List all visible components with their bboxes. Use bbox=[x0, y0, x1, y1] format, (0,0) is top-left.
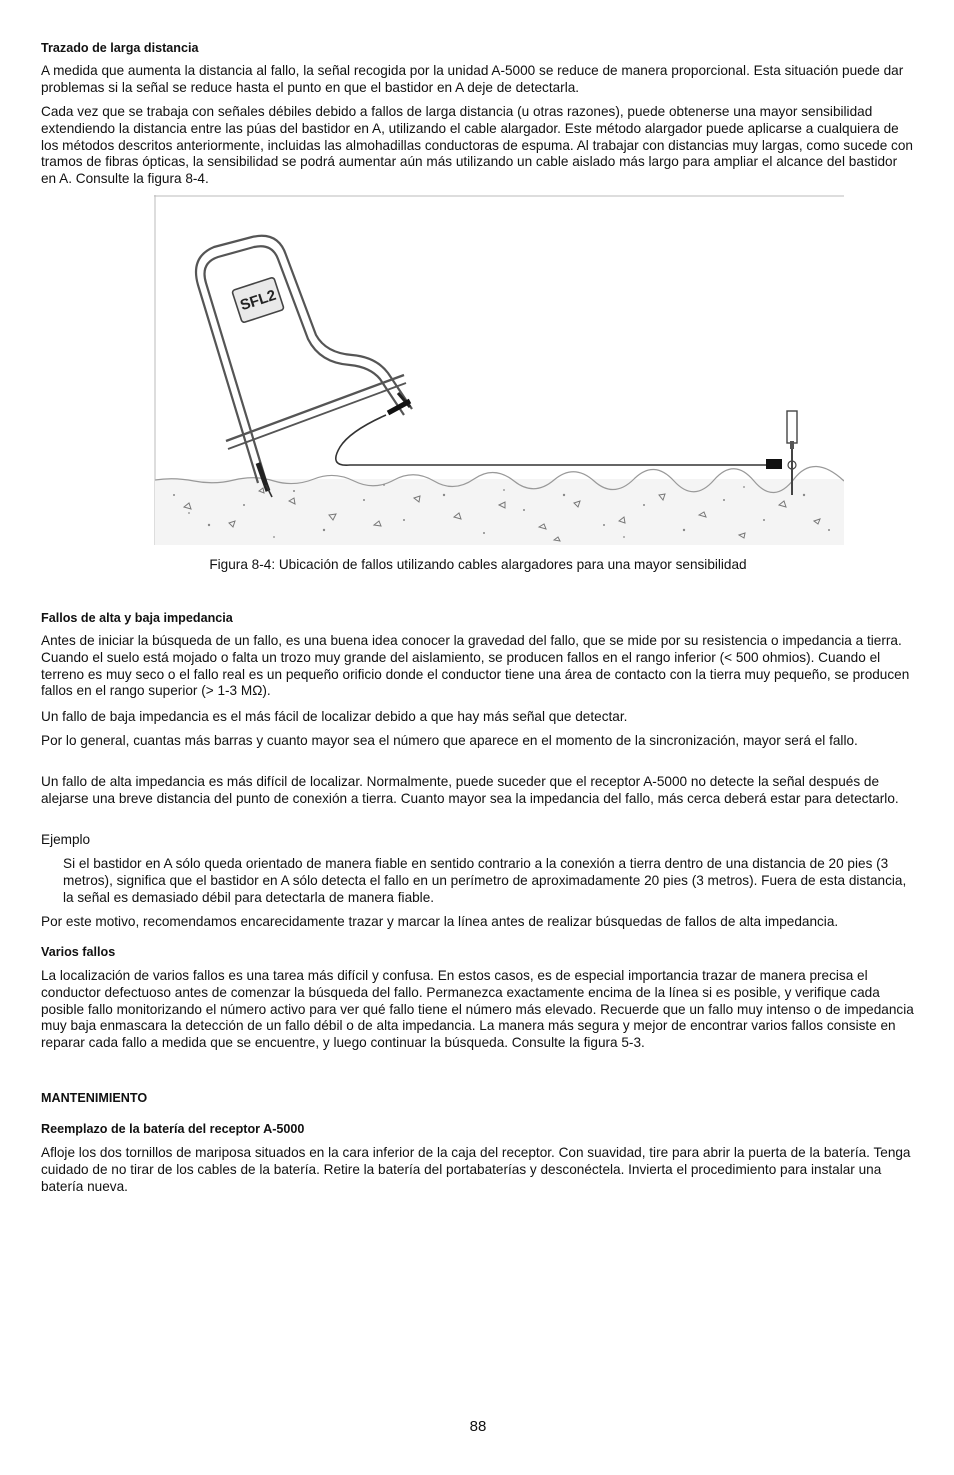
heading-maintenance: MANTENIMIENTO bbox=[41, 1091, 148, 1105]
paragraph-impedance-2: Un fallo de baja impedancia es el más fácil de localizar debido a que hay más señal que detectar. bbox=[41, 709, 628, 724]
example-label: Ejemplo bbox=[41, 832, 91, 847]
paragraph-impedance-5: Por este motivo, recomendamos encarecidamente trazar y marcar la línea antes de realizar búsquedas de fallos de alta impedancia. bbox=[41, 914, 839, 929]
paragraph-long-distance-2: Cada vez que se trabaja con señales débiles debido a fallos de larga distancia (u otras razones), puede obtenerse una mayor sensibilidad extendiendo la distancia entre las púas del bastidor en A, utilizando el cable alargador. Este método alargador puede aplicarse a cualquiera de los métodos descritos anteriormente, incluidas las almohadillas conductoras de espuma. Al trabajar con distancias muy largas, como sucede con tramos de fibras ópticas, la sensibilidad se podrá aumentar aún más utilizando un cable aislado más largo para ampliar el alcance del bastidor en A. Consulte la figura 8-4. bbox=[41, 104, 913, 187]
a-frame bbox=[196, 236, 412, 497]
heading-impedance: Fallos de alta y baja impedancia bbox=[41, 611, 233, 625]
ground-area bbox=[155, 479, 844, 545]
heading-long-distance: Trazado de larga distancia bbox=[41, 41, 199, 55]
subheading-battery: Reemplazo de la batería del receptor A-5000 bbox=[41, 1122, 305, 1136]
figure-illustration bbox=[154, 195, 844, 545]
heading-multiple-faults: Varios fallos bbox=[41, 945, 116, 959]
paragraph-battery: Afloje los dos tornillos de mariposa situados en la cara inferior de la caja del receptor. Con suavidad, tire para abrir la puerta de la batería. Tenga cuidado de no tirar de los cables de la batería. Retire la batería del portabaterías y desconéctela. Invierta el procedimiento para instalar una batería nueva. bbox=[41, 1145, 911, 1194]
paragraph-impedance-4: Un fallo de alta impedancia es más difícil de localizar. Normalmente, puede suceder que el receptor A-5000 no detecte la señal después de alejarse una breve distancia del punto de conexión a tierra. Cuanto mayor sea la impedancia del fallo, más cerca deberá estar para detectarlo. bbox=[41, 774, 899, 806]
figure-caption: Figura 8-4: Ubicación de fallos utilizando cables alargadores para una mayor sensibilidad bbox=[209, 557, 747, 572]
paragraph-impedance-3: Por lo general, cuantas más barras y cuanto mayor sea el número que aparece en el momento de la sincronización, mayor será el fallo. bbox=[41, 733, 858, 748]
frame-label: SFL2 bbox=[238, 286, 279, 315]
paragraph-impedance-1: Antes de iniciar la búsqueda de un fallo, es una buena idea conocer la gravedad del fallo, que se mide por su resistencia o impedancia a tierra. Cuando el suelo está mojado o falta un trozo muy grande del aislamiento, se producen fallos en el rango inferior (< 500 ohmios). Cuando el terreno es muy seco o el fallo real es un pequeño orificio donde el conductor tiene una área de contacto con la tierra muy pequeño, se producen fallos en el rango superior (> 1-3 MΩ). bbox=[41, 633, 910, 699]
paragraph-long-distance-1: A medida que aumenta la distancia al fallo, la señal recogida por la unidad A-5000 se reduce de manera proporcional. Esta situación puede dar problemas si la señal se reduce hasta el punto en que el bastidor en A deje de detectarla. bbox=[41, 63, 904, 95]
page-number: 88 bbox=[469, 1418, 487, 1435]
example-text: Si el bastidor en A sólo queda orientado de manera fiable en sentido contrario a la conexión a tierra dentro de una distancia de 20 pies (3 metros), significa que el bastidor en A sólo detecta el fallo en un perímetro de aproximadamente 20 pies (3 metros). Fuera de esta distancia, la señal es demasiado débil para detectarla de manera fiable. bbox=[63, 856, 907, 905]
figure-8-4 bbox=[154, 195, 844, 545]
paragraph-multiple-faults: La localización de varios fallos es una tarea más difícil y confusa. En estos casos, es de especial importancia trazar de manera precisa el conductor defectuoso antes de comenzar la búsqueda del fallo. Permanezca exactamente encima de la línea si es posible, y verifique cada posible fallo monitorizando el número activo para ver qué fallo tiene el número más elevado. Recuerde que un fallo muy intenso o de impedancia muy baja enmascara la detección de un fallo débil o de alta impedancia. La manera más segura y mejor de encontrar varios fallos consiste en reparar cada fallo a medida que se encuentre, y luego continuar la búsqueda. Consulte la figura 5-3. bbox=[41, 968, 914, 1051]
